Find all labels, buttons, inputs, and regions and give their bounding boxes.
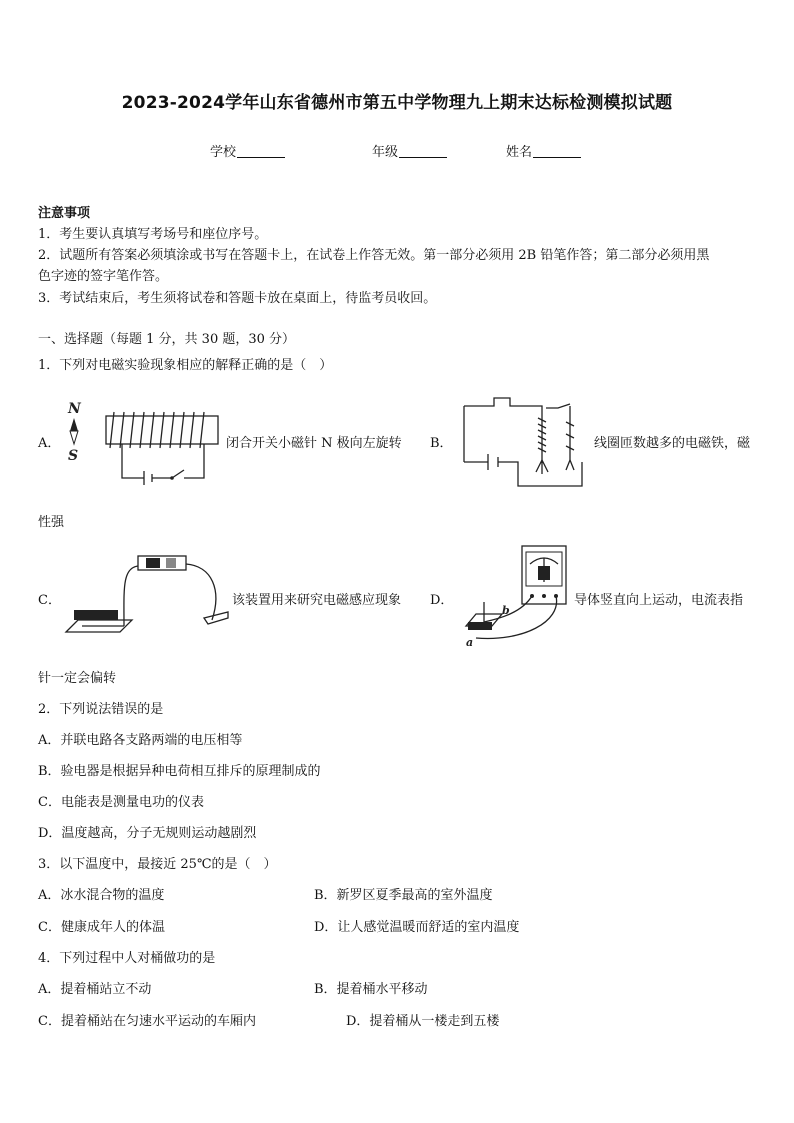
notice-item-2: 2．试题所有答案必须填涂或书写在答题卡上，在试卷上作答无效。第一部分必须用 2B 铅笔作答；第二部分必须用黑 xyxy=(38,248,710,263)
q4-option-c: C．提着桶站在匀速水平运动的车厢内 xyxy=(38,1014,256,1029)
notice-item-2-cont: 色字迹的签字笔作答。 xyxy=(38,269,169,284)
q2-option-b: B．验电器是根据异种电荷相互排斥的原理制成的 xyxy=(38,764,321,779)
q2-stem: 2．下列说法错误的是 xyxy=(38,702,164,717)
motor-apparatus-figure xyxy=(62,550,232,645)
label-b: b xyxy=(502,604,510,617)
grade-field xyxy=(372,141,447,160)
name-label: 姓名 xyxy=(506,145,533,160)
q1-option-b-text: 线圈匝数越多的电磁铁，磁 xyxy=(594,436,751,451)
q1-option-c-label: C． xyxy=(38,593,61,608)
notice-heading: 注意事项 xyxy=(38,206,91,221)
solenoid-compass-figure xyxy=(62,398,224,488)
q2-option-c: C．电能表是测量电功的仪表 xyxy=(38,795,204,810)
q3-option-d: D．让人感觉温暖而舒适的室内温度 xyxy=(314,920,520,935)
battery-box xyxy=(74,610,118,620)
q4-option-a: A．提着桶站立不动 xyxy=(38,982,152,997)
wire-left xyxy=(124,566,138,626)
compass-needle-n xyxy=(70,418,78,431)
q4-stem: 4．下列过程中人对桶做功的是 xyxy=(38,951,216,966)
circuit-bottom-wire xyxy=(464,462,582,486)
name-field xyxy=(506,141,581,160)
battery-symbol xyxy=(144,471,152,485)
magnet-block xyxy=(138,556,186,570)
q1-option-d-cont: 针一定会偏转 xyxy=(38,671,117,686)
compass-s-label: S xyxy=(68,448,79,464)
circuit-top-wire xyxy=(464,398,542,412)
battery-symbol xyxy=(488,454,498,470)
q3-option-b: B．新罗区夏季最高的室外温度 xyxy=(314,888,493,903)
circuit-wire xyxy=(122,444,204,478)
q3-option-a: A．冰水混合物的温度 xyxy=(38,888,165,903)
compass-needle-s xyxy=(70,431,78,444)
q1-option-d-label: D． xyxy=(430,593,454,608)
q3-option-c: C．健康成年人的体温 xyxy=(38,920,165,935)
name-blank xyxy=(533,145,581,158)
solenoid-coils xyxy=(110,412,204,448)
notice-item-3: 3．考试结束后，考生须将试卷和答题卡放在桌面上，待监考员收回。 xyxy=(38,291,437,306)
page-title: 2023-2024学年山东省德州市第五中学物理九上期末达标检测模拟试题 xyxy=(121,93,673,113)
q1-option-c-text: 该装置用来研究电磁感应现象 xyxy=(232,593,402,608)
q1-option-b-label: B． xyxy=(430,436,453,451)
nail-cores xyxy=(542,406,570,460)
school-label: 学校 xyxy=(210,145,237,160)
q1-option-b-cont: 性强 xyxy=(38,515,65,530)
grade-label: 年级 xyxy=(372,145,399,160)
switch-base xyxy=(204,612,228,624)
grade-blank xyxy=(399,145,447,158)
electromagnet-figure xyxy=(458,392,592,492)
wire-right xyxy=(186,564,216,620)
school-field xyxy=(210,141,285,160)
q2-option-a: A．并联电路各支路两端的电压相等 xyxy=(38,733,243,748)
notice-item-1: 1．考生要认真填写考场号和座位序号。 xyxy=(38,227,268,242)
induction-galvanometer-figure xyxy=(462,542,572,650)
q4-option-b: B．提着桶水平移动 xyxy=(314,982,428,997)
q4-option-d: D．提着桶从一楼走到五楼 xyxy=(346,1014,500,1029)
school-blank xyxy=(237,145,285,158)
compass-n-label: N xyxy=(68,401,81,417)
q1-option-d-text: 导体竖直向上运动，电流表指 xyxy=(574,593,744,608)
q1-option-a-text: 闭合开关小磁针 N 极向左旋转 xyxy=(226,436,402,451)
q2-option-d: D．温度越高，分子无规则运动越剧烈 xyxy=(38,826,257,841)
switch-symbol xyxy=(172,470,184,478)
iron-filings xyxy=(536,460,574,474)
q3-stem: 3．以下温度中，最接近 25℃的是（ ） xyxy=(38,857,277,872)
label-a: a xyxy=(466,636,474,649)
q1-stem: 1．下列对电磁实验现象相应的解释正确的是（ ） xyxy=(38,358,333,373)
section-heading: 一、选择题（每题 1 分，共 30 题，30 分） xyxy=(38,332,296,347)
q1-option-a-label: A． xyxy=(38,436,61,451)
